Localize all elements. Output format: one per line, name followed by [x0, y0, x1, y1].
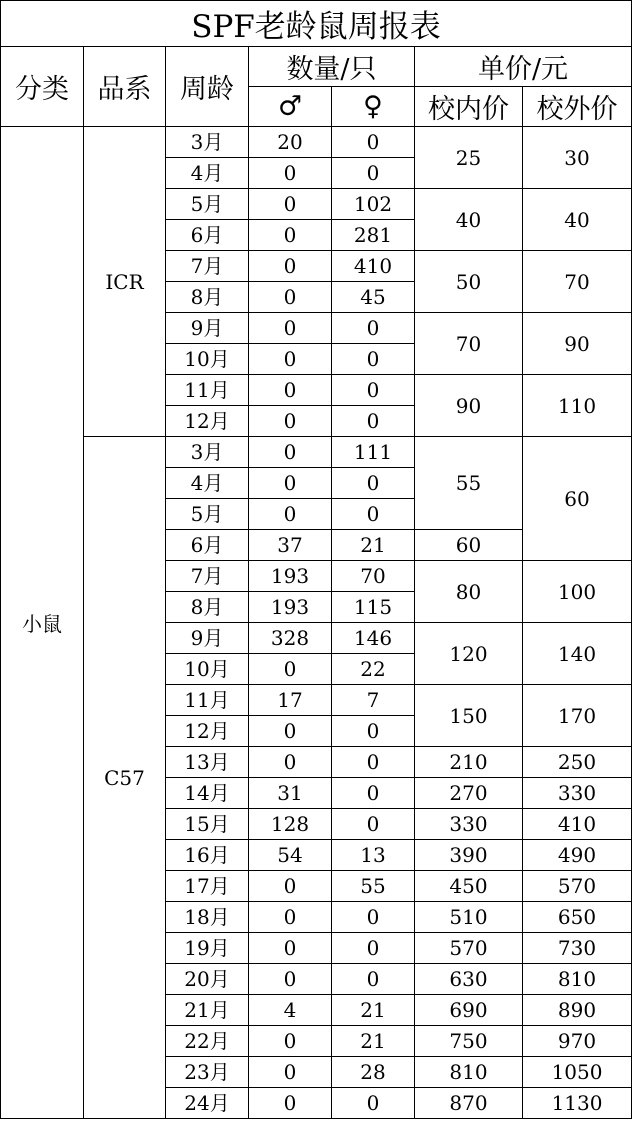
external-price-cell: 250 [523, 747, 632, 778]
external-price-cell: 810 [523, 964, 632, 995]
male-count-cell: 20 [249, 127, 332, 158]
age-cell: 8月 [166, 282, 249, 313]
male-count-cell: 193 [249, 592, 332, 623]
age-cell: 12月 [166, 716, 249, 747]
internal-price-cell: 450 [415, 871, 523, 902]
age-cell: 18月 [166, 902, 249, 933]
header-female: ♀ [332, 87, 415, 127]
male-count-cell: 17 [249, 685, 332, 716]
female-count-cell: 0 [332, 1088, 415, 1119]
female-count-cell: 0 [332, 313, 415, 344]
female-count-cell: 0 [332, 747, 415, 778]
header-quantity: 数量/只 [249, 47, 415, 87]
age-cell: 16月 [166, 840, 249, 871]
external-price-cell: 90 [523, 313, 632, 375]
age-cell: 22月 [166, 1026, 249, 1057]
external-price-cell: 100 [523, 561, 632, 623]
female-count-cell: 70 [332, 561, 415, 592]
age-cell: 10月 [166, 344, 249, 375]
strain-cell: C57 [84, 437, 166, 1119]
male-count-cell: 193 [249, 561, 332, 592]
female-count-cell: 55 [332, 871, 415, 902]
header-external-price: 校外价 [523, 87, 632, 127]
male-count-cell: 128 [249, 809, 332, 840]
external-price-cell: 1050 [523, 1057, 632, 1088]
age-cell: 24月 [166, 1088, 249, 1119]
internal-price-cell: 810 [415, 1057, 523, 1088]
female-count-cell: 0 [332, 933, 415, 964]
male-count-cell: 0 [249, 1057, 332, 1088]
age-cell: 13月 [166, 747, 249, 778]
report-title: SPF老龄鼠周报表 [1, 1, 632, 47]
table-row [1, 127, 632, 158]
header-strain: 品系 [84, 47, 166, 127]
male-count-cell: 54 [249, 840, 332, 871]
age-cell: 7月 [166, 251, 249, 282]
external-price-cell: 890 [523, 995, 632, 1026]
female-count-cell: 21 [332, 1026, 415, 1057]
female-count-cell: 22 [332, 654, 415, 685]
male-count-cell: 0 [249, 344, 332, 375]
internal-price-cell: 330 [415, 809, 523, 840]
female-count-cell: 281 [332, 220, 415, 251]
female-count-cell: 45 [332, 282, 415, 313]
internal-price-cell: 40 [415, 189, 523, 251]
internal-price-cell: 55 [415, 437, 523, 530]
strain-cell: ICR [84, 127, 166, 437]
internal-price-cell: 690 [415, 995, 523, 1026]
age-cell: 12月 [166, 406, 249, 437]
age-cell: 4月 [166, 468, 249, 499]
external-price-cell: 60 [523, 437, 632, 561]
female-count-cell: 0 [332, 468, 415, 499]
age-cell: 3月 [166, 437, 249, 468]
male-count-cell: 0 [249, 933, 332, 964]
female-count-cell: 0 [332, 499, 415, 530]
female-count-cell: 13 [332, 840, 415, 871]
female-count-cell: 111 [332, 437, 415, 468]
external-price-cell: 970 [523, 1026, 632, 1057]
male-count-cell: 0 [249, 468, 332, 499]
age-cell: 21月 [166, 995, 249, 1026]
internal-price-cell: 70 [415, 313, 523, 375]
category-cell: 小鼠 [1, 127, 84, 1119]
male-count-cell: 328 [249, 623, 332, 654]
male-count-cell: 4 [249, 995, 332, 1026]
female-count-cell: 0 [332, 406, 415, 437]
female-count-cell: 21 [332, 995, 415, 1026]
male-count-cell: 31 [249, 778, 332, 809]
age-cell: 6月 [166, 220, 249, 251]
male-count-cell: 0 [249, 902, 332, 933]
header-price: 单价/元 [415, 47, 632, 87]
header-category: 分类 [1, 47, 84, 127]
male-count-cell: 0 [249, 1088, 332, 1119]
external-price-cell: 570 [523, 871, 632, 902]
female-count-cell: 7 [332, 685, 415, 716]
male-count-cell: 0 [249, 1026, 332, 1057]
female-count-cell: 115 [332, 592, 415, 623]
internal-price-cell: 390 [415, 840, 523, 871]
male-count-cell: 0 [249, 964, 332, 995]
male-count-cell: 0 [249, 158, 332, 189]
internal-price-cell: 750 [415, 1026, 523, 1057]
age-cell: 6月 [166, 530, 249, 561]
female-count-cell: 146 [332, 623, 415, 654]
external-price-cell: 30 [523, 127, 632, 189]
female-count-cell: 28 [332, 1057, 415, 1088]
male-count-cell: 0 [249, 251, 332, 282]
male-count-cell: 0 [249, 499, 332, 530]
external-price-cell: 70 [523, 251, 632, 313]
female-count-cell: 0 [332, 716, 415, 747]
age-cell: 9月 [166, 623, 249, 654]
age-cell: 11月 [166, 375, 249, 406]
age-cell: 4月 [166, 158, 249, 189]
male-count-cell: 0 [249, 375, 332, 406]
female-count-cell: 0 [332, 778, 415, 809]
female-count-cell: 21 [332, 530, 415, 561]
header-age: 周龄 [166, 47, 249, 127]
age-cell: 15月 [166, 809, 249, 840]
male-count-cell: 0 [249, 716, 332, 747]
female-count-cell: 0 [332, 902, 415, 933]
external-price-cell: 110 [523, 375, 632, 437]
internal-price-cell: 210 [415, 747, 523, 778]
male-count-cell: 0 [249, 406, 332, 437]
male-count-cell: 0 [249, 313, 332, 344]
internal-price-cell: 630 [415, 964, 523, 995]
male-count-cell: 0 [249, 437, 332, 468]
age-cell: 3月 [166, 127, 249, 158]
female-count-cell: 0 [332, 809, 415, 840]
header-male: ♂ [249, 87, 332, 127]
male-count-cell: 0 [249, 189, 332, 220]
age-cell: 17月 [166, 871, 249, 902]
age-cell: 23月 [166, 1057, 249, 1088]
external-price-cell: 730 [523, 933, 632, 964]
age-cell: 5月 [166, 499, 249, 530]
internal-price-cell: 270 [415, 778, 523, 809]
internal-price-cell: 510 [415, 902, 523, 933]
table-row [1, 437, 632, 468]
male-count-cell: 0 [249, 282, 332, 313]
internal-price-cell: 870 [415, 1088, 523, 1119]
external-price-cell: 330 [523, 778, 632, 809]
male-count-cell: 0 [249, 747, 332, 778]
age-cell: 20月 [166, 964, 249, 995]
internal-price-cell: 120 [415, 623, 523, 685]
internal-price-cell: 50 [415, 251, 523, 313]
age-cell: 9月 [166, 313, 249, 344]
female-count-cell: 410 [332, 251, 415, 282]
external-price-cell: 650 [523, 902, 632, 933]
male-count-cell: 37 [249, 530, 332, 561]
age-cell: 19月 [166, 933, 249, 964]
external-price-cell: 1130 [523, 1088, 632, 1119]
header-internal-price: 校内价 [415, 87, 523, 127]
header-row-top [1, 47, 632, 87]
female-count-cell: 102 [332, 189, 415, 220]
external-price-cell: 40 [523, 189, 632, 251]
external-price-cell: 170 [523, 685, 632, 747]
female-count-cell: 0 [332, 344, 415, 375]
internal-price-cell: 570 [415, 933, 523, 964]
age-cell: 5月 [166, 189, 249, 220]
male-count-cell: 0 [249, 220, 332, 251]
external-price-cell: 140 [523, 623, 632, 685]
age-cell: 8月 [166, 592, 249, 623]
female-count-cell: 0 [332, 127, 415, 158]
internal-price-cell: 25 [415, 127, 523, 189]
title-row [1, 1, 632, 47]
age-cell: 10月 [166, 654, 249, 685]
female-count-cell: 0 [332, 158, 415, 189]
external-price-cell: 490 [523, 840, 632, 871]
external-price-cell: 410 [523, 809, 632, 840]
internal-price-cell: 60 [415, 530, 523, 561]
male-count-cell: 0 [249, 871, 332, 902]
male-count-cell: 0 [249, 654, 332, 685]
female-count-cell: 0 [332, 964, 415, 995]
internal-price-cell: 80 [415, 561, 523, 623]
internal-price-cell: 150 [415, 685, 523, 747]
age-cell: 11月 [166, 685, 249, 716]
internal-price-cell: 90 [415, 375, 523, 437]
female-count-cell: 0 [332, 375, 415, 406]
age-cell: 7月 [166, 561, 249, 592]
age-cell: 14月 [166, 778, 249, 809]
